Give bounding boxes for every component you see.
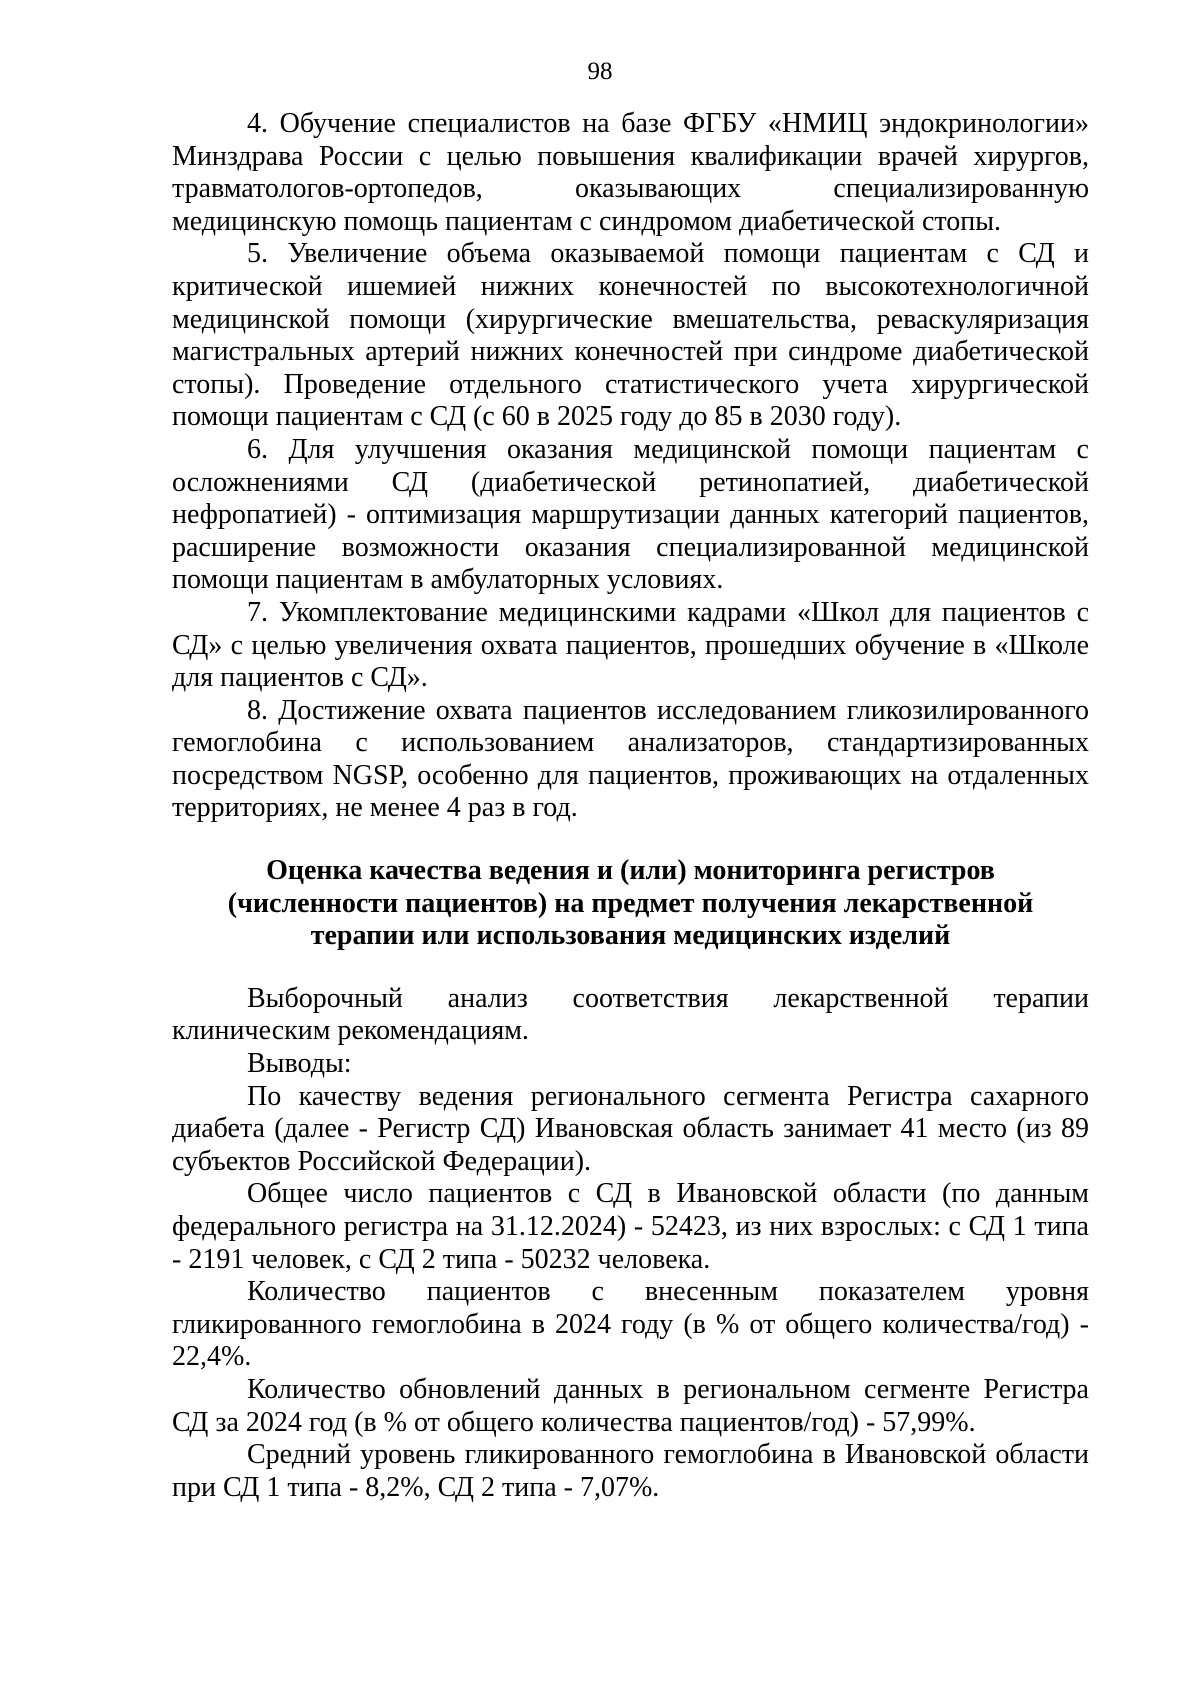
section-heading-line-1: Оценка качества ведения и (или) мониторинга регистров — [266, 855, 995, 887]
list-item-5: 5. Увеличение объема оказываемой помощи пациентам с СД и критической ишемией нижних конечностей по высокотехнологичной медицинской помощи (хирургические вмешательства, реваскуляризация магистральных артерий нижних конечностей при синдроме диабетической стопы). Проведение отдельного статистического учета хирургической помощи пациентам с СД (с 60 в 2025 году до 85 в 2030 году). — [172, 238, 1089, 433]
paragraph-hba1c-entries: Количество пациентов с внесенным показателем уровня гликированного гемоглобина в 2024 году (в % от общего количества/год) - 22,4%. — [172, 1276, 1089, 1373]
paragraph-data-updates: Количество обновлений данных в региональном сегменте Регистра СД за 2024 год (в % от общего количества пациентов/год) - 57,99%. — [172, 1373, 1089, 1438]
section-heading-line-3: терапии или использования медицинских изделий — [310, 920, 951, 952]
paragraph-patient-count: Общее число пациентов с СД в Ивановской области (по данным федерального регистра на 31.12.2024) - 52423, из них взрослых: с СД 1 типа - 2191 человек, с СД 2 типа - 50232 человека. — [172, 1178, 1089, 1275]
paragraph-average-hba1c: Средний уровень гликированного гемоглобина в Ивановской области при СД 1 типа - 8,2%, СД 2 типа - 7,07%. — [172, 1439, 1089, 1503]
document-body — [172, 108, 1089, 1504]
paragraph-registry-quality: По качеству ведения регионального сегмента Регистра сахарного диабета (далее - Регистр СД) Ивановская область занимает 41 место (из 89 субъектов Российской Федерации). — [172, 1080, 1089, 1177]
paragraph-analysis: Выборочный анализ соответствия лекарственной терапии клиническим рекомендациям. — [172, 982, 1089, 1047]
list-item-6: 6. Для улучшения оказания медицинской помощи пациентам с осложнениями СД (диабетической ретинопатией, диабетической нефропатией) - оптимизация маршрутизации данных категорий пациентов, расширение возможности оказания специализированной медицинской помощи пациентам в амбулаторных условиях. — [172, 433, 1089, 596]
list-item-7: 7. Укомплектование медицинскими кадрами «Школ для пациентов с СД» с целью увеличения охвата пациентов, прошедших обучение в «Школе для пациентов с СД». — [172, 596, 1089, 694]
list-item-4: 4. Обучение специалистов на базе ФГБУ «НМИЦ эндокринологии» Минздрава России с целью повышения квалификации врачей хирургов, травматологов-ортопедов, оказывающих специализированную медицинскую помощь пациентам с синдромом диабетической стопы. — [172, 108, 1089, 237]
paragraph-conclusions-label: Выводы: — [247, 1048, 352, 1080]
list-item-8: 8. Достижение охвата пациентов исследованием гликозилированного гемоглобина с использованием анализаторов, стандартизированных посредством NGSP, особенно для пациентов, проживающих на отдаленных территориях, не менее 4 раз в год. — [172, 694, 1089, 824]
section-heading — [172, 855, 1089, 953]
page-number: 98 — [587, 58, 613, 85]
section-heading-line-2: (численности пациентов) на предмет получения лекарственной — [227, 887, 1034, 919]
